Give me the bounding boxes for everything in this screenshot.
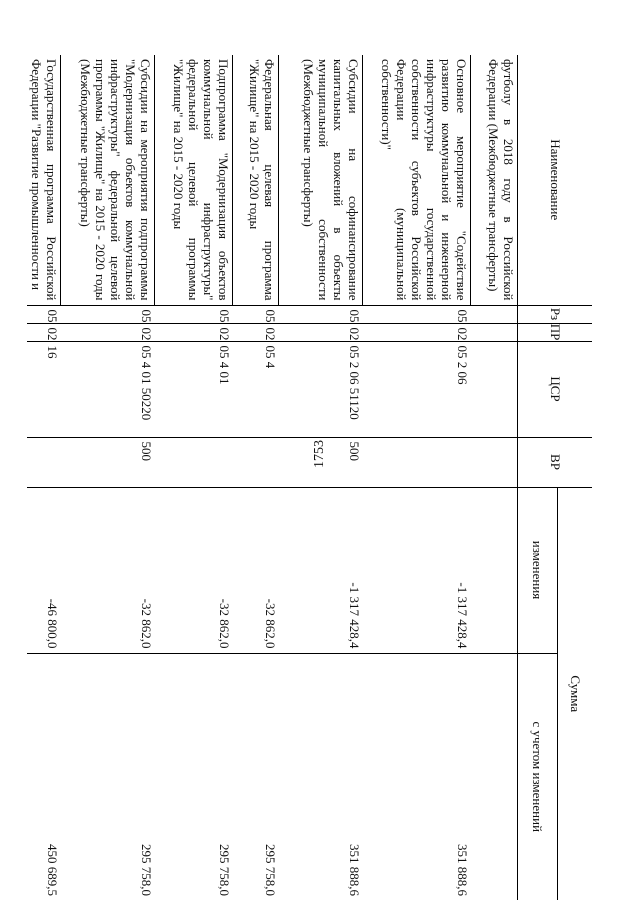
row-vr: 500 — [279, 437, 363, 487]
header-pr: ПР — [518, 323, 592, 341]
row-name: Государственная программа Российской Федерации "Развитие промышленности и — [29, 59, 60, 301]
row-rz: 05 — [28, 305, 62, 323]
row-name: Субсидии на мероприятия подпрограммы "Модернизация объектов коммунальной инфраструктуры" федеральной целевой программы "Жилище" на 2015 - 2020 годы (Межбюджетные трансферты) — [61, 55, 155, 305]
row-changes — [471, 487, 518, 653]
row-pr: 02 — [233, 323, 279, 341]
row-changes: -1 317 428,4 — [279, 487, 363, 653]
row-with-changes: 295 758,0 — [155, 653, 233, 900]
row-pr: 02 — [155, 323, 233, 341]
row-rz: 05 — [61, 305, 155, 323]
header-changes: изменения — [518, 487, 558, 653]
budget-table-rotated — [29, 55, 592, 900]
row-vr — [471, 437, 518, 487]
row-csr: 05 2 06 — [363, 341, 471, 437]
row-rz — [471, 305, 518, 323]
row-changes: -32 862,0 — [233, 487, 279, 653]
table-row — [155, 55, 233, 900]
row-changes: -46 800,0 — [28, 487, 62, 653]
table-row — [279, 55, 363, 900]
row-changes: -32 862,0 — [155, 487, 233, 653]
row-with-changes — [471, 653, 518, 900]
row-name: Субсидии на софинансирование капитальных вложений в объекты муниципальной собственности (Межбюджетные трансферты) — [279, 55, 363, 305]
row-vr — [363, 437, 471, 487]
row-rz: 05 — [233, 305, 279, 323]
row-vr — [155, 437, 233, 487]
row-pr — [471, 323, 518, 341]
row-pr: 02 — [61, 323, 155, 341]
row-rz: 05 — [363, 305, 471, 323]
row-name: футболу в 2018 году в Российской Федерации (Межбюджетные трансферты) — [471, 55, 518, 305]
row-with-changes: 295 758,0 — [233, 653, 279, 900]
row-name: Подпрограмма "Модернизация объектов коммунальной инфраструктуры" федеральной целевой программы "Жилище" на 2015 - 2020 годы — [155, 55, 233, 305]
header-rz: Рз — [518, 305, 592, 323]
table-row — [233, 55, 279, 900]
header-csr: ЦСР — [518, 341, 592, 437]
row-vr — [233, 437, 279, 487]
row-vr — [28, 437, 62, 487]
header-sum: Сумма — [558, 487, 592, 900]
row-name: Федеральная целевая программа "Жилище" на 2015 - 2020 годы — [233, 55, 279, 305]
row-changes: -32 862,0 — [61, 487, 155, 653]
row-pr: 02 — [363, 323, 471, 341]
row-changes: -1 317 428,4 — [363, 487, 471, 653]
row-name: Основное мероприятие "Содействие развитию коммунальной и инженерной инфраструктуры государственной собственности субъектов Российской Федерации (муниципальной собственности)" — [363, 55, 471, 305]
header-name: Наименование — [518, 55, 592, 305]
table-row — [471, 55, 518, 900]
row-csr: 05 4 01 50220 — [61, 341, 155, 437]
header-vr: ВР — [518, 437, 592, 487]
row-with-changes: 351 888,6 — [363, 653, 471, 900]
row-rz: 05 — [279, 305, 363, 323]
row-pr: 02 — [28, 323, 62, 341]
table-row — [61, 55, 155, 900]
row-csr — [471, 341, 518, 437]
table-row — [28, 55, 62, 900]
row-with-changes: 450 689,5 — [28, 653, 62, 900]
row-csr: 05 2 06 51120 — [279, 341, 363, 437]
row-with-changes: 295 758,0 — [61, 653, 155, 900]
row-with-changes: 351 888,6 — [279, 653, 363, 900]
row-vr: 500 — [61, 437, 155, 487]
budget-table — [28, 55, 593, 900]
header-with-changes: с учетом изменений — [518, 653, 558, 900]
row-rz: 05 — [155, 305, 233, 323]
table-row — [363, 55, 471, 900]
row-csr: 05 4 — [233, 341, 279, 437]
row-csr: 16 — [28, 341, 62, 437]
row-csr: 05 4 01 — [155, 341, 233, 437]
row-pr: 02 — [279, 323, 363, 341]
page-number: 1753 — [312, 440, 327, 468]
